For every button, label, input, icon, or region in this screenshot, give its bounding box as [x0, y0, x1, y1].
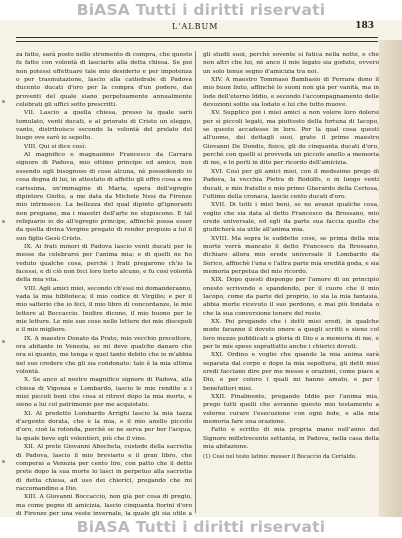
paragraph: XV. Supplico poi i miei amici a non volere loro dolersi per sì piccoli legati, ma piuttosto della fortuna di Iacopo, se questo accadesse in loro. Per la qual cosa questi all'uomo, dei dettagli suoi, grato il primo maestro Giovanni De Dondis, fisico, gli do cinquanta ducati d'oro, perchè con quelli si provveda un piccolo anello a memoria di me, e lo porti in dito per ricordo dell'amicizia.	[203, 110, 379, 167]
paragraph: Fatto e scritto di mia propria mano nell'anno del Signore milletrecento settanta, in Padova, nella casa della mia abitazione.	[203, 427, 379, 451]
paragraph: IX. Ai frati minori di Padova lascio venti ducati per le messe da celebrarsi per l'anima mia; e di quelli ne ho veduto qualche cosa, perchè i frati pregarono ch'io la facessi, e di ciò non feci loro torto alcuno, e fu così volontà della mia vita.	[16, 243, 192, 284]
paragraph: XIII. A Giovanni Boccaccio, non già per cosa di pregio, ma come pegno di amicizia, lascio cinquanta fiorini d'oro di Firenze per una veste invernale, la quale gli sia utile a	[16, 494, 192, 517]
paragraph: gli studii suoi, perchè sovente si fatica nella notte, e che non altri che lui, nè anco il mio legato sia goduto, ovvero un solo tenue segno d'amicizia tra noi.	[203, 52, 379, 75]
paragraph: XVIII. Ma sopra le suddette cose, se prima della mia morte verrà mancato il detto Francesco da Brossano, dichiaro allora mio erede universale il Lombardo da Serico, affinchè l'una e l'altra parte mia eredità goda, e sia memoria perpetua del mio ricordo.	[203, 235, 379, 275]
page-number: 183	[355, 21, 374, 31]
text-column-left	[16, 51, 192, 517]
paragraph: XXI. Ordino e voglio che quando la mia anima sarà separata dal corpo e dopo la mia sepoltura, gli detti miei eredi facciano dire per me messe e orazioni, come piace a Dio, e per coloro i quali mi hanno amato, e per i benefattori miei.	[203, 352, 379, 392]
binding-hole	[2, 340, 5, 343]
paragraph: XI. Al predetto Lombardo Arrighi lascio la mia tazza d'argento dorata, che è la mia, e il mio anello piccolo d'oro, cioè la rotonda, perchè se ne serva per ber l'acqua, la quale beve egli volentieri, più che il vino.	[16, 410, 192, 442]
paragraph: XXII. Finalmente, pregando Iddio per l'anima mia, prego tutti quelli che avranno questo mio testamento a volerne curare l'esecuzione con ogni fede, e alla mia memoria fare una orazione.	[203, 394, 379, 426]
text-column-right	[203, 51, 379, 513]
paragraph: IX. A maestro Donato da Prato, mio vecchio precettore, ora abitante in Venezia, se mi deve qualche danaro che ora ei quanto, me tenga o quel tanto debito che io m'abbia nel suo credere che gli sia condonato: tale è la mia ultima volontà.	[16, 335, 192, 376]
paragraph: VII. Lascio a quella chiesa, presso la quale sarò tumulato, venti ducati, e al priorato di Cristo un eleggo, vanto, distribuisco secondo la volontà del prelato del luogo ove sarò io sepolto.	[16, 110, 192, 142]
paragraph: X. Se anco al nostro magnifico signore di Padova, alla chiesa di Vigonza e Lombardo, lascio le mie rendite e i miei piccoli beni che cosa si ritrovi dopo la mia morte, e sieno a lui col patrimonio per me acquistato.	[16, 377, 192, 409]
watermark-bottom: BiASA Tutti i diritti riservati	[0, 517, 402, 538]
page-title: L'ALBUM	[172, 22, 219, 31]
page-edge	[379, 40, 402, 518]
footnote: (1) Così nel testo latino: messer il Bocaccio da Certaldo.	[203, 453, 357, 460]
paragraph: VIII. Qui si dice così:	[24, 143, 87, 150]
page-header	[22, 21, 374, 35]
watermark-top: BiASA Tutti i diritti riservati	[0, 0, 402, 20]
binding-hole	[2, 100, 5, 103]
paragraph: XIV. A maestro Tommaso Bambasio di Ferrara dono il mio buon liuto, affinchè lo suoni non già per vanità, ma in lode dell'eterno Iddio, e secondo l'accompagnamento delle devozioni solite sia lodato e lui che tutto muove.	[203, 77, 379, 109]
header-rule-thin	[16, 41, 378, 42]
binding-holes	[2, 40, 12, 518]
paragraph: XIX. Dopo questi dispongo per l'amore di un principio onesto scrivendo e spandendo, per il cuore che il mio Iacopo, come da parte del proprio, io sia la mia fantasia, abbia morte ricevuto il suo perdono, e mai più fondata o che la sua conversione tenere del resto.	[203, 277, 379, 317]
paragraph: XX. Poi pregando che i detti miei eredi, in qualche modo faranno il dovuto onore a quegli scritti e sieno col loro mezzo pubblicati a gloria di Dio e a memoria di me, e per le mie spese soprattutto anche i chierici dovuti.	[203, 319, 379, 351]
paragraph: Al magnifico e magnanimo Francesco da Carrara signore di Padova, mio ottimo principe ed amico, non essendo egli bisognoso di cose alcuna, nè possedendo io cosa degna di lui, in attestato di affetto gli offro cosa a me carissima, un'immagine di Maria, opera dell'egregio dipintore Giotto, a me data da Michele Nesi da Firenze mio intrinseco. La bellezza del qual dipinto gl'ignoranti non pregiano, ma i maestri dell'arte ne stupiscono. E tal reliquario io do all'egregio principe, affinchè possa esser da quella divina Vergine pregato di render propizio a lui il suo figlio Gesù Cristo.	[16, 152, 192, 242]
paragraph: XVI. Così per gli amici miei, con il medesimo prego di Padova, la vecchia Pietra di Rodolfo, o in luogo venti ducati, e mio fratello e mio primo Gherardo della Certosa, l'ultimo della cronaca, lascio cento ducati d'oro.	[203, 168, 379, 200]
binding-hole	[2, 220, 5, 223]
column-divider	[195, 51, 196, 513]
paragraph: XII. Al prete Giovanni Abocheta, custode della sacristia di Padova, lascio il mio breviario e il gran libro, che comperai a Venezia per cento lire, con patto che il detto prete dopo la sua morte lo lasci in perpetuo alla sacristia di detta chiesa, ad uso dei chierici, pregando che mi raccomandino a Dio.	[16, 444, 192, 492]
header-rule	[16, 37, 378, 38]
paragraph: VIII. Agli amici miei, secondo ch'essi mi domanderanno, vada la mia biblioteca; il mio codice di Virgilio; e per il mio salterio che io feci, il mio libro di concordanze, le mie lettere al Boccaccio. Inoltre dicono, il mio buono per le mie letture. Le mie sue cose nelle lettere dei mie discepoli e il mio migliore.	[16, 285, 192, 334]
binding-hole	[2, 460, 5, 463]
paragraph: za fatto, sarà posto nello stromento di compra, che questo fu fatto con volontà di lasciarlo alla detta chiesa. Se poi non potessi effettuare tale mio desiderio e per impotenza o per trasmutazione, lascio alla cattedrale di Padova ducento ducati d'oro per la compra d'un podere, dai proventi del quale siano perpetuamente annualmente celebrati gli uffici sotto prescritti.	[16, 52, 192, 109]
paragraph: XVII. Di tutti i miei beni, se ne avanzi qualche cosa, voglio che sia data al detto Francesco da Brossano, mio erede universale, ed egli da parte sua faccia quello che giudicherà sia utile all'anima mia.	[203, 202, 379, 234]
